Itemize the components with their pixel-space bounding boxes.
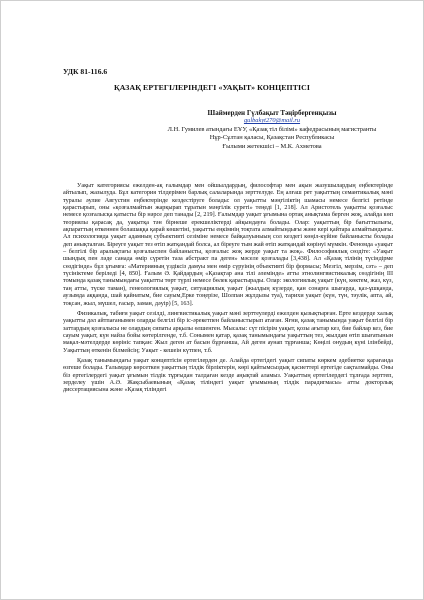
author-name: Шаймерден Гүлбақыт Тәңірбергенқызы	[207, 109, 337, 117]
author-affiliation: Л.Н. Гумилев атындағы ЕҰУ, «Қазақ тіл білімі» кафедрасының магистранты	[167, 125, 377, 133]
paragraph-3: Қазақ танымындағы уақыт концептісін ертегілерден де. Алайда ертегідегі уақыт сипаты көркем әдебиетке қарағанда өзгеше болады. Ғалымдар көрсеткен уақыттың тілдік бірліктерін, көрі қайтымсыздық қасиеттері ертегіде сақталмайды. Оны біз ертегілердегі уақыт ұғымын тілдік тұрғыдан талдаған кезде аңықтай аламыз. Уақыттың ертегілердегі тұлғада зерттеп, зерделеу үшін А.Ә. Жақсыбаевының «Қазақ тіліндегі уақыт ұғымының тілдік парадигмасы» атты докторлық диссертациясына және «Қазақ тіліндегі	[63, 357, 393, 394]
udk-code: УДК 81-116.6	[63, 67, 108, 76]
paragraph-2: Физикалық, табиғи уақыт сезілді, лингвистикалық уақыт мәні зерттеулерді ежелден қызықтырған. Ерте кездерде халық уақытты дәл айтпағанымен оларды белгілі бір іс-әрекетпен байланыстырып атаған. Яғни, қазақ танымында уақыт белгілі бір заттардың қозғалысы не олардың сипаты арқылы өлшенген. Мысалы: сүт пісірім уақыт, қозы ағытар кез, бие байлар кез, бие сауым уақыт, күн найза бойы көтерілгенде, т.б. Сонымен қатар, қазақ танымындағы уақыттың тез, жылдам өтіп шығатынын мақал-мәтелдерде көрініс тапқан: Жыл деген ат басын бұрғанша, Ай деген аунап тұрғанша; Көңілі онудың күні ілінбейді, Уақыттың өткенін білмейсің; Уақыт - кешеін күтпен, т.б.	[63, 310, 393, 354]
author-city: Нұр-Сұлтан қаласы, Қазақстан Республикасы	[209, 134, 335, 142]
paragraph-1: Уақыт категориясы ежелден-ақ ғалымдар мен ойшылдардың, философтар мен ақын жазушылардың еңбектерінде айтылып, жазылуда. Бұл категория тілдерімен барлық салаларында зерттелуде. Ең алғаш рет уақыттың семантикалық мәні туралы әулие Августин еңбектерінде кездестіруге болады: ол уақытты мәңгіліктің шамасы немесе белгісі ретінде қарастырып, оны «қозғалмайтын жарқырап тұратын мәңгілік суреті» теңеді [1, 218]. Ал Аристотель уақытты қозғалыс немесе қозғалысқа қатысты бір нәрсе деп танады [2, 219]. Ғалымдар уақыт ұғымына ортақ анықтама берген жоқ, алайда көп теориялы қарасақ да, уақытқа тән бірнеше ерекшеліктерді айқындауға болады. Олар: уақыттың бір бағыттылығы, ақпараттың өткеннен болашаққа қарай көшетіні, уақытты еңкімнің тоқтата алмайтындығы және кері қайтара алмайтындығы. Ал психологияда уақыт адамның субъективті сезіміне немесе байқалуыныың сол кездегі көңіл-күйіне байланысты болады деп анықталған. Біреуге уақыт тез өтіп жатқандай болса, ал біреуге тым жай өтіп жатқандай көрінуі мүмкін. Феномда «уақыт – белгілі бір аралықтағы қозғалыспен байланысты, қозғалыс жоқ жерде уақыт та жоқ». Философиялық сөздіте: «Уақыт шындық пен ләде санада өмір сүретін таза абстракт па деген» мәселе қозғалады [3,438]. Ал «Қазақ тілінің түсіндірме сөздігінде» бұл ұғымға: «Материяның үздіксіз дамуы мен өмір сүруінің объективті бір формасы; Мезгіл, мерзім, сәт» – деп түсініктеме беріледі [4, 850]. Ғалым Ә. Қайдардың «Қазақтар ана тілі әлемінде» атты этнолингвистикалық сөздігінің ІІІ томында қазақ танымындағы уақытты төрт түрлі немесе бөлек қарастырады. Олар: экологиялық уақыт (күн, көктем, жаз, күз, таң атты, түске таман), генеологиялық уақыт, ситуациялық уақыт (жылдың күзерде, қан сонарға шығарда, қаз-ұшқанда, аузымда аққанда, шай қайнатым, бие сауым,Ерке тоңерізе, Шолпан жұлдызы туа), тарихи уақыт (күн, түн, тәулік, апта, ай, тоқсан, жыл, мүшел, ғасыр, заман, дәуір) [5, 163].	[63, 183, 393, 307]
article-title: ҚАЗАҚ ЕРТЕГІЛЕРІНДЕГІ «УАҚЫТ» КОНЦЕПТІСІ	[113, 83, 310, 92]
author-block	[151, 109, 393, 151]
supervisor-line: Ғылыми жетекшісі – М.К. Ахметова	[222, 142, 322, 150]
author-email-link[interactable]: gulbakyt270@mail.ru	[243, 117, 301, 125]
article-body	[63, 183, 393, 398]
